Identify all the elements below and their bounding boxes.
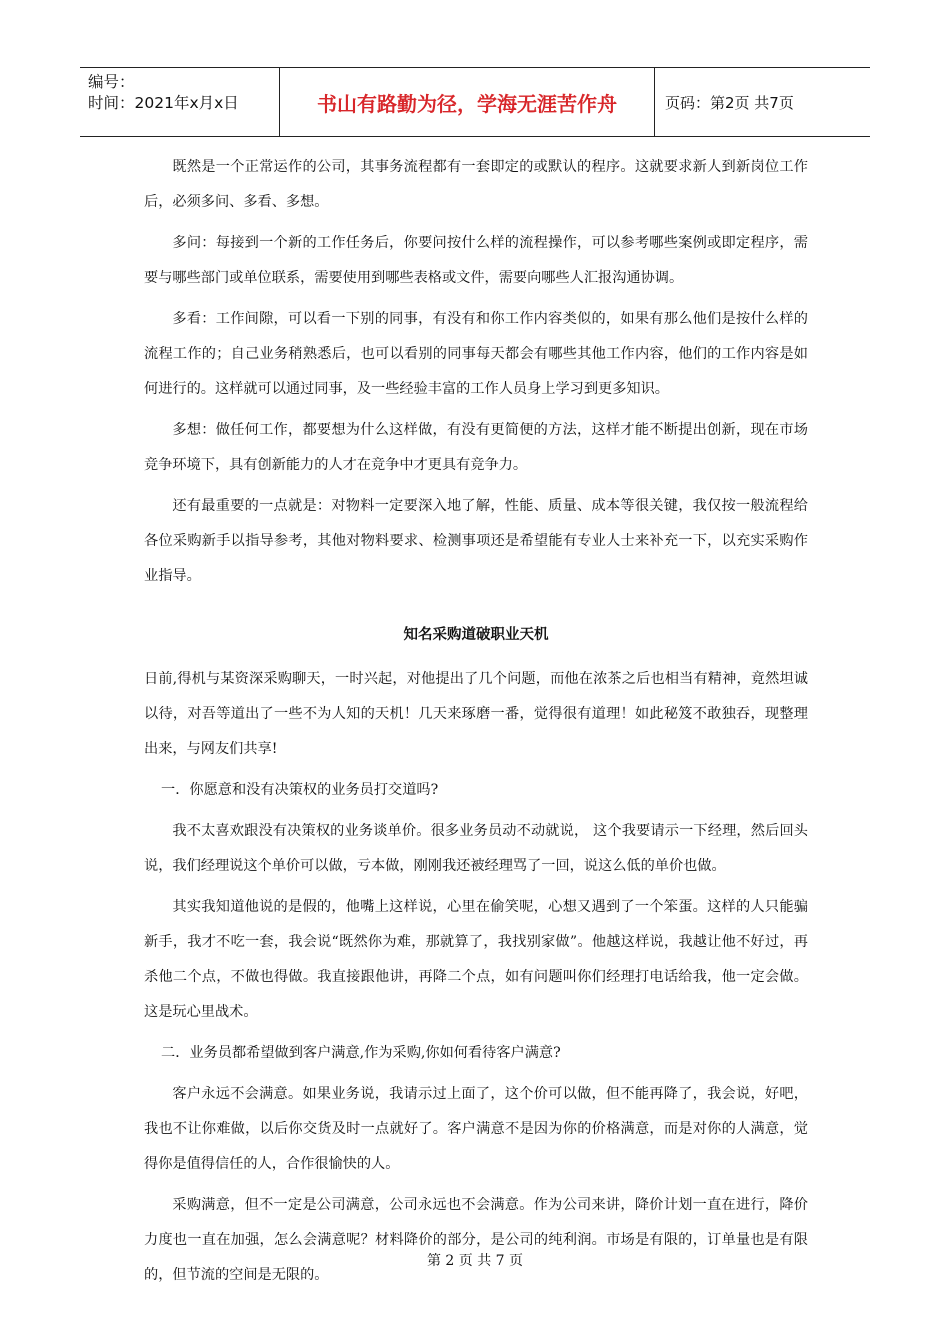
document-body — [144, 150, 808, 1299]
article-intro: 日前,得机与某资深采购聊天，一时兴起，对他提出了几个问题，而他在浓茶之后也相当有精神，竟然坦诚以待，对吾等道出了一些不为人知的天机！几天来琢磨一番，觉得很有道理！如此秘笈不敢独吞，现整理出来，与网友们共享! — [144, 671, 808, 757]
article-title: 知名采购道破职业天机 — [403, 627, 549, 643]
question-heading: 一．你愿意和没有决策权的业务员打交道吗? — [161, 782, 439, 798]
answer-paragraph: 客户永远不会满意。如果业务说，我请示过上面了，这个价可以做，但不能再降了，我会说，好吧，我也不让你难做，以后你交货及时一点就好了。客户满意不是因为你的价格满意，而是对你的人满意，觉得你是值得信任的人，合作很愉快的人。 — [144, 1086, 808, 1172]
header-meta-cell — [80, 68, 280, 136]
paragraph: 多想：做任何工作，都要想为什么这样做，有没有更简便的方法，这样才能不断提出创新，现在市场竞争环境下，具有创新能力的人才在竞争中才更具有竞争力。 — [144, 422, 808, 473]
page-footer: 第 2 页 共 7 页 — [426, 1253, 524, 1269]
paragraph: 多问：每接到一个新的工作任务后，你要问按什么样的流程操作，可以参考哪些案例或即定程序，需要与哪些部门或单位联系，需要使用到哪些表格或文件，需要向哪些人汇报沟通协调。 — [144, 235, 808, 286]
answer-paragraph: 采购满意，但不一定是公司满意，公司永远也不会满意。作为公司来讲，降价计划一直在进行，降价力度也一直在加强，怎么会满意呢？材料降价的部分，是公司的纯利润。市场是有限的，订单量也是有限的，但节流的空间是无限的。 — [144, 1197, 808, 1283]
paragraph: 还有最重要的一点就是：对物料一定要深入地了解，性能、质量、成本等很关键，我仅按一般流程给各位采购新手以指导参考，其他对物料要求、检测事项还是希望能有专业人士来补充一下，以充实采购作业指导。 — [144, 498, 808, 584]
header-page-info: 页码：第2页 共7页 — [665, 93, 794, 112]
answer-paragraph: 我不太喜欢跟没有决策权的业务谈单价。很多业务员动不动就说， 这个我要请示一下经理，然后回头说，我们经理说这个单价可以做，亏本做，刚刚我还被经理骂了一回，说这么低的单价也做。 — [144, 823, 808, 874]
number-label: 编号： — [88, 73, 135, 91]
question-heading: 二．业务员都希望做到客户满意,作为采购,你如何看待客户满意? — [161, 1045, 561, 1061]
paragraph: 既然是一个正常运作的公司，其事务流程都有一套即定的或默认的程序。这就要求新人到新岗位工作后，必须多问、多看、多想。 — [144, 159, 808, 210]
header-motto: 书山有路勤为径，学海无涯苦作舟 — [280, 68, 655, 136]
document-header — [80, 67, 870, 137]
answer-paragraph: 其实我知道他说的是假的，他嘴上这样说，心里在偷笑呢，心想又遇到了一个笨蛋。这样的人只能骗新手，我才不吃一套，我会说“既然你为难，那就算了，我找别家做”。他越这样说，我越让他不好过，再杀他二个点，不做也得做。我直接跟他讲，再降二个点，如有问题叫你们经理打电话给我，他一定会做。这是玩心里战术。 — [144, 899, 808, 1020]
paragraph: 多看：工作间隙，可以看一下别的同事，有没有和你工作内容类似的，如果有那么他们是按什么样的流程工作的；自己业务稍熟悉后，也可以看别的同事每天都会有哪些其他工作内容，他们的工作内容是如何进行的。这样就可以通过同事，及一些经验丰富的工作人员身上学习到更多知识。 — [144, 311, 808, 397]
time-label: 时间：2021年x月x日 — [88, 94, 239, 112]
